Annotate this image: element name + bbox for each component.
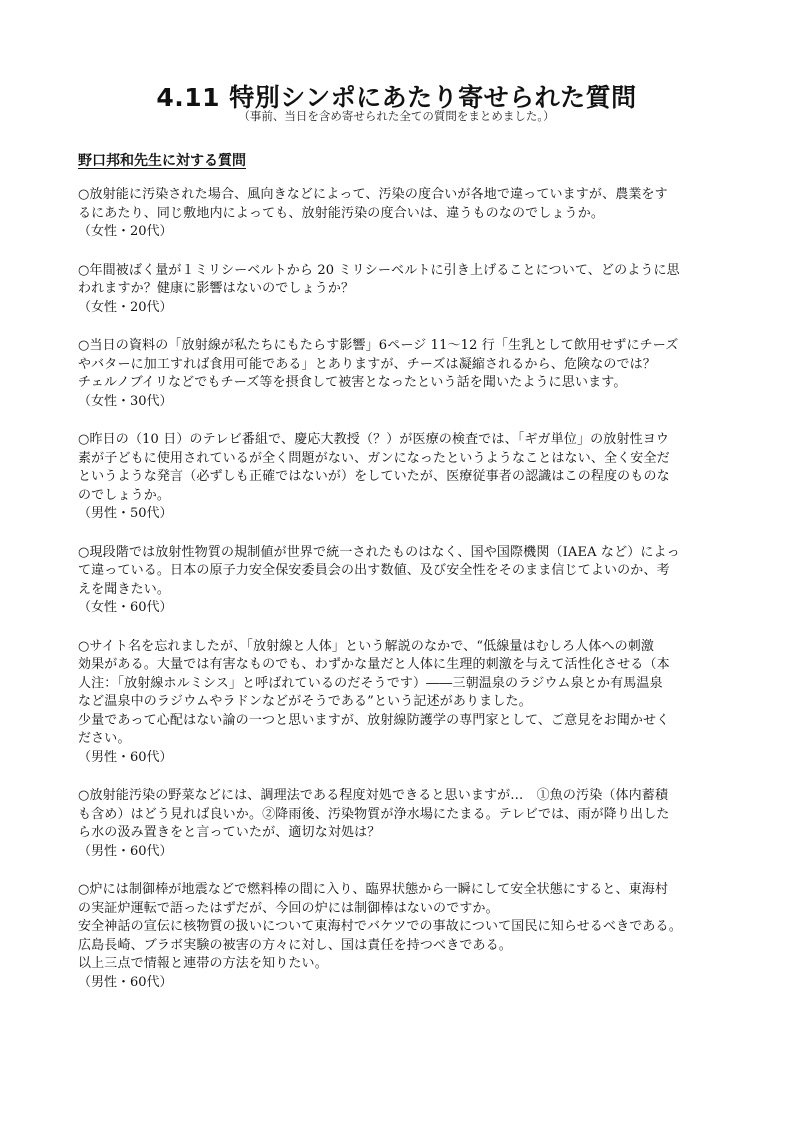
question-item	[78, 638, 718, 768]
question-text-line: やバターに加工すれば食用可能である」とありますが、チーズは凝縮されるから、危険なのでは？	[78, 356, 656, 372]
question-text-line: など温泉中のラジウムやラドンなどがそうである”という記述がありました。	[78, 694, 532, 709]
question-text-line: ら水の汲み置きをと言っていたが、適切な対処は？	[78, 825, 381, 840]
question-text-line: ○現段階では放射性物質の規制値が世界で統一されたものはなく、国や国際機関（IAEA など）によっ	[78, 544, 680, 560]
question-item	[78, 337, 718, 411]
question-text-line: 素が子どもに使用されているが全く問題がない、ガンになったというようなことはない、全く安全だ	[78, 450, 670, 466]
question-text-line: ○当日の資料の「放射線が私たちにもたらす影響」6ページ 11～12 行「生乳として飲用せずにチーズ	[78, 338, 679, 353]
question-text-line: 安全神話の宣伝に核物質の扱いについて東海村でバケツでの事故について国民に知らせるべきである。	[78, 919, 682, 934]
question-author: （男性・60代）	[78, 843, 173, 859]
question-text-line: ○放射能汚染の野菜などには、調理法である程度対処できると思いますが… ①魚の汚染（体内蓄積	[78, 788, 669, 803]
question-item	[78, 262, 718, 318]
question-text-line: ださい。	[78, 731, 131, 746]
question-author: （男性・60代）	[78, 749, 173, 765]
question-text-line: ○年間被ばく量が１ミリシーベルトから 20 ミリシーベルトに引き上げることについて、どのように思	[78, 262, 680, 278]
question-item	[78, 544, 718, 618]
question-text-line: 以上三点で情報と連帯の方法を知りたい。	[78, 956, 328, 971]
question-text-line: われますか？健康に影響はないのでしょうか？	[78, 281, 355, 296]
question-author: （男性・50代）	[78, 506, 173, 521]
page-title: 4.11 特別シンポにあたり寄せられた質問	[156, 83, 637, 112]
question-item	[78, 881, 718, 992]
question-item	[78, 431, 718, 524]
question-text-line: 広島長崎、ブラボ実験の被害の方々に対し、国は責任を持つべきである。	[78, 937, 512, 953]
question-text-line: ○サイト名を忘れましたが、「放射線と人体」という解説のなかで、“低線量はむしろ人体への刺激	[78, 638, 655, 654]
question-item	[78, 787, 718, 861]
question-author: （女性・20代）	[78, 299, 173, 315]
section-heading: 野口邦和先生に対する質問	[78, 153, 246, 169]
question-text-line: というような発言（必ずしも正確ではないが）をしていたが、医療従事者の認識はこの程度のものな	[78, 469, 670, 484]
question-author: （女性・20代）	[78, 224, 173, 239]
question-author: （女性・60代）	[78, 600, 173, 615]
question-text-line: の実証炉運転で語ったはずだが、今回の炉には制御棒はないのですか。	[78, 900, 499, 916]
question-text-line: 人注：「放射線ホルミシス」と呼ばれているのだそうです）――三朝温泉のラジウム泉とか有馬温泉	[78, 675, 663, 691]
question-text-line: のでしょうか。	[78, 487, 171, 503]
question-text-line: も含め）はどう見れば良いか。②降雨後、汚染物質が浄水場にたまる。テレビでは、雨が降り出した	[78, 806, 670, 822]
question-text-line: 効果がある。大量では有害なものでも、わずかな量だと人体に生理的刺激を与えて活性化させる（本	[78, 657, 670, 672]
question-text-line: 少量であって心配はない論の一つと思いますが、放射線防護学の専門家として、ご意見をお聞かせく	[78, 712, 670, 728]
question-text-line: ○昨日の（10 日）のテレビ番組で、慶応大教授（？）が医療の検査では、「ギガ単位」の放射性ヨウ	[78, 432, 670, 447]
question-text-line: ○放射能に汚染された場合、風向きなどによって、汚染の度合いが各地で違っていますが、農業をす	[78, 187, 668, 202]
page-subtitle: （事前、当日を含め寄せられた全ての質問をまとめました。）	[238, 109, 555, 123]
question-item	[78, 186, 718, 242]
question-text-line: るにあたり、同じ敷地内によっても、放射能汚染の度合いは、違うものなのでしょうか。	[78, 205, 605, 221]
question-text-line: えを聞きたい。	[78, 581, 171, 597]
question-author: （男性・60代）	[78, 974, 173, 990]
question-author: （女性・30代）	[78, 393, 173, 409]
question-text-line: ○炉には制御棒が地震などで燃料棒の間に入り、臨界状態から一瞬にして安全状態にすると、東海村	[78, 882, 669, 897]
question-list	[78, 186, 718, 1012]
question-text-line: て違っている。日本の原子力安全保安委員会の出す数値、及び安全性をそのまま信じてよいのか、考	[78, 563, 670, 578]
question-text-line: チェルノブイリなどでもチーズ等を摂食して被害となったという話を聞いたように思います。	[78, 375, 627, 390]
